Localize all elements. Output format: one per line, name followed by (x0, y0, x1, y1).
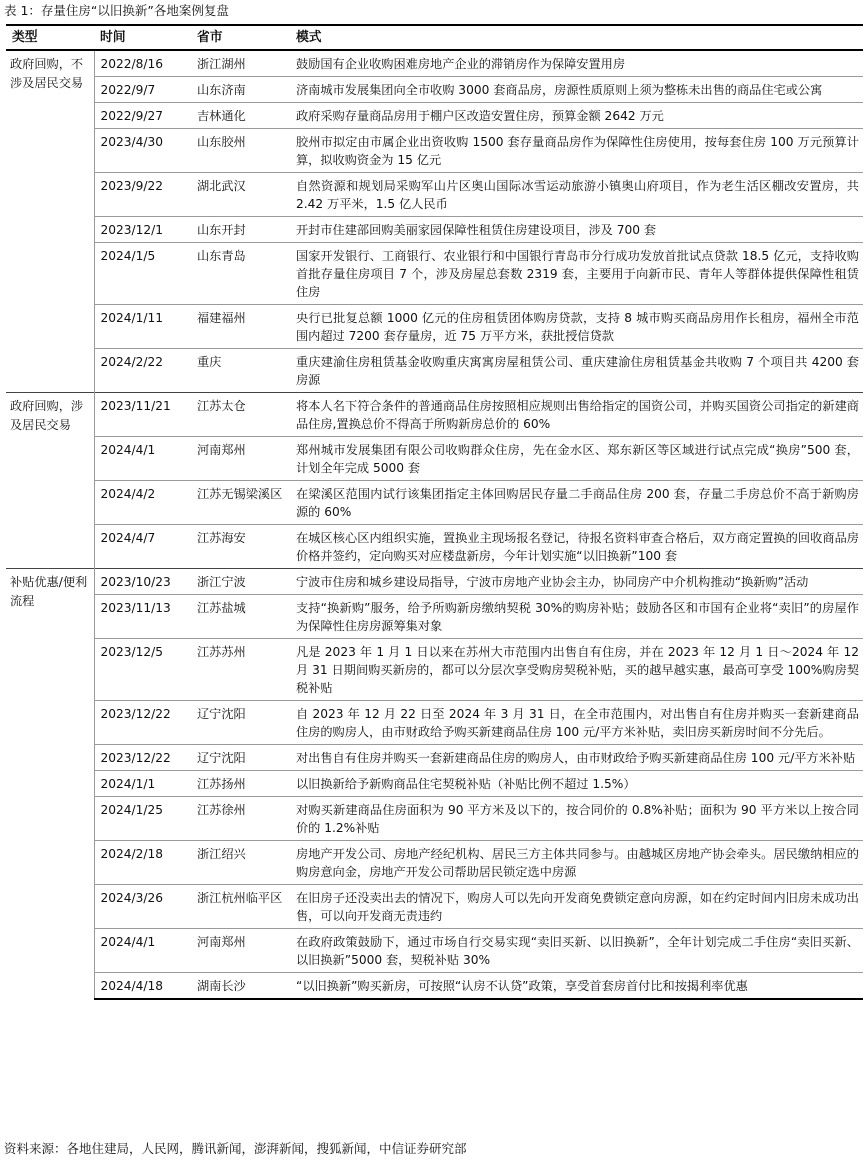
table-row (6, 393, 863, 437)
mode-cell: 胶州市拟定由市属企业出资收购 1500 套存量商品房作为保障性住房使用，按每套住房 100 万元预算计算，拟收购资金为 15 亿元 (290, 129, 863, 173)
table-row (6, 797, 863, 841)
city-cell: 辽宁沈阳 (191, 745, 290, 771)
header-time: 时间 (94, 25, 191, 50)
city-cell: 辽宁沈阳 (191, 701, 290, 745)
city-cell: 重庆 (191, 349, 290, 393)
table-body (6, 50, 863, 999)
time-cell: 2023/12/5 (94, 639, 191, 701)
mode-cell: 自 2023 年 12 月 22 日至 2024 年 3 月 31 日，在全市范围内，对出售自有住房并购买一套新建商品住房的购房人，由市财政给予购买新建商品住房 100 元/平方米补贴，卖旧房买新房时间不分先后。 (290, 701, 863, 745)
table-row (6, 639, 863, 701)
mode-cell: 济南城市发展集团向全市收购 3000 套商品房，房源性质原则上须为整栋未出售的商品住宅或公寓 (290, 77, 863, 103)
table-row (6, 349, 863, 393)
mode-cell: 支持“换新购”服务，给予所购新房缴纳契税 30%的购房补贴；鼓励各区和市国有企业将“卖旧”的房屋作为保障性住房房源筹集对象 (290, 595, 863, 639)
time-cell: 2023/10/23 (94, 569, 191, 595)
mode-cell: 重庆建渝住房租赁基金收购重庆寓寓房屋租赁公司、重庆建渝住房租赁基金共收购 7 个项目共 4200 套房源 (290, 349, 863, 393)
mode-cell: 央行已批复总额 1000 亿元的住房租赁团体购房贷款，支持 8 城市购买商品房用作长租房，福州全市范围内超过 7200 套存量房，近 75 万平方米，获批授信贷款 (290, 305, 863, 349)
table-row (6, 77, 863, 103)
mode-cell: 凡是 2023 年 1 月 1 日以来在苏州大市范围内出售自有住房，并在 2023 年 12 月 1 日～2024 年 12 月 31 日期间购买新房的，都可以分层次享受购房契税补贴，买的越早越实惠，最高可享受 100%购房契税补贴 (290, 639, 863, 701)
table-caption: 表 1：存量住房“以旧换新”各地案例复盘 (4, 3, 229, 18)
time-cell: 2024/4/1 (94, 437, 191, 481)
mode-cell: 以旧换新给予新购商品住宅契税补贴（补贴比例不超过 1.5%） (290, 771, 863, 797)
mode-cell: 政府采购存量商品房用于棚户区改造安置住房，预算金额 2642 万元 (290, 103, 863, 129)
table-header (6, 25, 863, 50)
city-cell: 浙江绍兴 (191, 841, 290, 885)
city-cell: 浙江杭州临平区 (191, 885, 290, 929)
city-cell: 江苏海安 (191, 525, 290, 569)
category-cell: 政府回购，不涉及居民交易 (6, 50, 94, 393)
city-cell: 浙江湖州 (191, 50, 290, 77)
table-row (6, 437, 863, 481)
table-row (6, 481, 863, 525)
table-row (6, 305, 863, 349)
category-cell: 政府回购，涉及居民交易 (6, 393, 94, 569)
table-row (6, 701, 863, 745)
table-row (6, 173, 863, 217)
mode-cell: “以旧换新”购买新房，可按照“认房不认贷”政策，享受首套房首付比和按揭利率优惠 (290, 973, 863, 1000)
time-cell: 2023/11/13 (94, 595, 191, 639)
mode-cell: 将本人名下符合条件的普通商品住房按照相应规则出售给指定的国资公司，并购买国资公司指定的新建商品住房,置换总价不得高于所购新房总价的 60% (290, 393, 863, 437)
table-row (6, 129, 863, 173)
time-cell: 2024/2/22 (94, 349, 191, 393)
source-note: 资料来源：各地住建局，人民网，腾讯新闻，澎湃新闻，搜狐新闻，中信证券研究部 (4, 1141, 467, 1156)
time-cell: 2024/2/18 (94, 841, 191, 885)
mode-cell: 开封市住建部回购美丽家园保障性租赁住房建设项目，涉及 700 套 (290, 217, 863, 243)
city-cell: 江苏太仓 (191, 393, 290, 437)
city-cell: 湖南长沙 (191, 973, 290, 1000)
city-cell: 山东济南 (191, 77, 290, 103)
table-row (6, 841, 863, 885)
time-cell: 2024/1/1 (94, 771, 191, 797)
cases-table (6, 24, 863, 1000)
mode-cell: 在梁溪区范围内试行该集团指定主体回购居民存量二手商品住房 200 套，存量二手房总价不高于新购房源的 60% (290, 481, 863, 525)
time-cell: 2024/4/18 (94, 973, 191, 1000)
table-row (6, 243, 863, 305)
mode-cell: 鼓励国有企业收购困难房地产企业的滞销房作为保障安置用房 (290, 50, 863, 77)
city-cell: 山东胶州 (191, 129, 290, 173)
table-row (6, 771, 863, 797)
time-cell: 2022/9/7 (94, 77, 191, 103)
mode-cell: 国家开发银行、工商银行、农业银行和中国银行青岛市分行成功发放首批试点贷款 18.5 亿元，支持收购首批存量住房项目 7 个，涉及房屋总套数 2319 套，主要用于向新市民、青年人等群体提供保障性租赁住房 (290, 243, 863, 305)
mode-cell: 在城区核心区内组织实施，置换业主现场报名登记，待报名资料审查合格后，双方商定置换的回收商品房价格并签约，定向购买对应楼盘新房，今年计划实施“以旧换新”100 套 (290, 525, 863, 569)
table-row (6, 103, 863, 129)
mode-cell: 在政府政策鼓励下，通过市场自行交易实现“卖旧买新、以旧换新”，全年计划完成二手住房“卖旧买新、以旧换新”5000 套，契税补贴 30% (290, 929, 863, 973)
mode-cell: 宁波市住房和城乡建设局指导，宁波市房地产业协会主办，协同房产中介机构推动“换新购”活动 (290, 569, 863, 595)
mode-cell: 自然资源和规划局采购军山片区奥山国际冰雪运动旅游小镇奥山府项目，作为老生活区棚改安置房，共 2.42 万平米，1.5 亿人民币 (290, 173, 863, 217)
time-cell: 2023/12/22 (94, 701, 191, 745)
header-type: 类型 (6, 25, 94, 50)
city-cell: 福建福州 (191, 305, 290, 349)
table-row (6, 569, 863, 595)
header-city: 省市 (191, 25, 290, 50)
time-cell: 2023/9/22 (94, 173, 191, 217)
time-cell: 2022/9/27 (94, 103, 191, 129)
mode-cell: 对出售自有住房并购买一套新建商品住房的购房人，由市财政给予购买新建商品住房 100 元/平方米补贴 (290, 745, 863, 771)
time-cell: 2022/8/16 (94, 50, 191, 77)
city-cell: 江苏无锡梁溪区 (191, 481, 290, 525)
city-cell: 山东青岛 (191, 243, 290, 305)
mode-cell: 郑州城市发展集团有限公司收购群众住房，先在金水区、郑东新区等区域进行试点完成“换房”500 套，计划全年完成 5000 套 (290, 437, 863, 481)
city-cell: 江苏盐城 (191, 595, 290, 639)
mode-cell: 房地产开发公司、房地产经纪机构、居民三方主体共同参与。由越城区房地产协会牵头。居民缴纳相应的购房意向金，房地产开发公司帮助居民锁定选中房源 (290, 841, 863, 885)
table-row (6, 50, 863, 77)
table-row (6, 595, 863, 639)
time-cell: 2024/4/1 (94, 929, 191, 973)
time-cell: 2024/4/2 (94, 481, 191, 525)
mode-cell: 在旧房子还没卖出去的情况下，购房人可以先向开发商免费锁定意向房源，如在约定时间内旧房未成功出售，可以向开发商无责违约 (290, 885, 863, 929)
city-cell: 山东开封 (191, 217, 290, 243)
table-row (6, 929, 863, 973)
time-cell: 2024/1/25 (94, 797, 191, 841)
time-cell: 2023/11/21 (94, 393, 191, 437)
city-cell: 江苏扬州 (191, 771, 290, 797)
mode-cell: 对购买新建商品住房面积为 90 平方米及以下的，按合同价的 0.8%补贴；面积为 90 平方米以上按合同价的 1.2%补贴 (290, 797, 863, 841)
time-cell: 2023/12/1 (94, 217, 191, 243)
city-cell: 河南郑州 (191, 929, 290, 973)
city-cell: 浙江宁波 (191, 569, 290, 595)
table-row (6, 217, 863, 243)
category-cell: 补贴优惠/便利流程 (6, 569, 94, 1000)
time-cell: 2024/1/5 (94, 243, 191, 305)
city-cell: 江苏苏州 (191, 639, 290, 701)
time-cell: 2024/4/7 (94, 525, 191, 569)
city-cell: 湖北武汉 (191, 173, 290, 217)
header-mode: 模式 (290, 25, 863, 50)
time-cell: 2024/1/11 (94, 305, 191, 349)
city-cell: 江苏徐州 (191, 797, 290, 841)
table-row (6, 525, 863, 569)
city-cell: 吉林通化 (191, 103, 290, 129)
table-row (6, 973, 863, 1000)
time-cell: 2024/3/26 (94, 885, 191, 929)
city-cell: 河南郑州 (191, 437, 290, 481)
time-cell: 2023/12/22 (94, 745, 191, 771)
time-cell: 2023/4/30 (94, 129, 191, 173)
table-row (6, 885, 863, 929)
table-row (6, 745, 863, 771)
